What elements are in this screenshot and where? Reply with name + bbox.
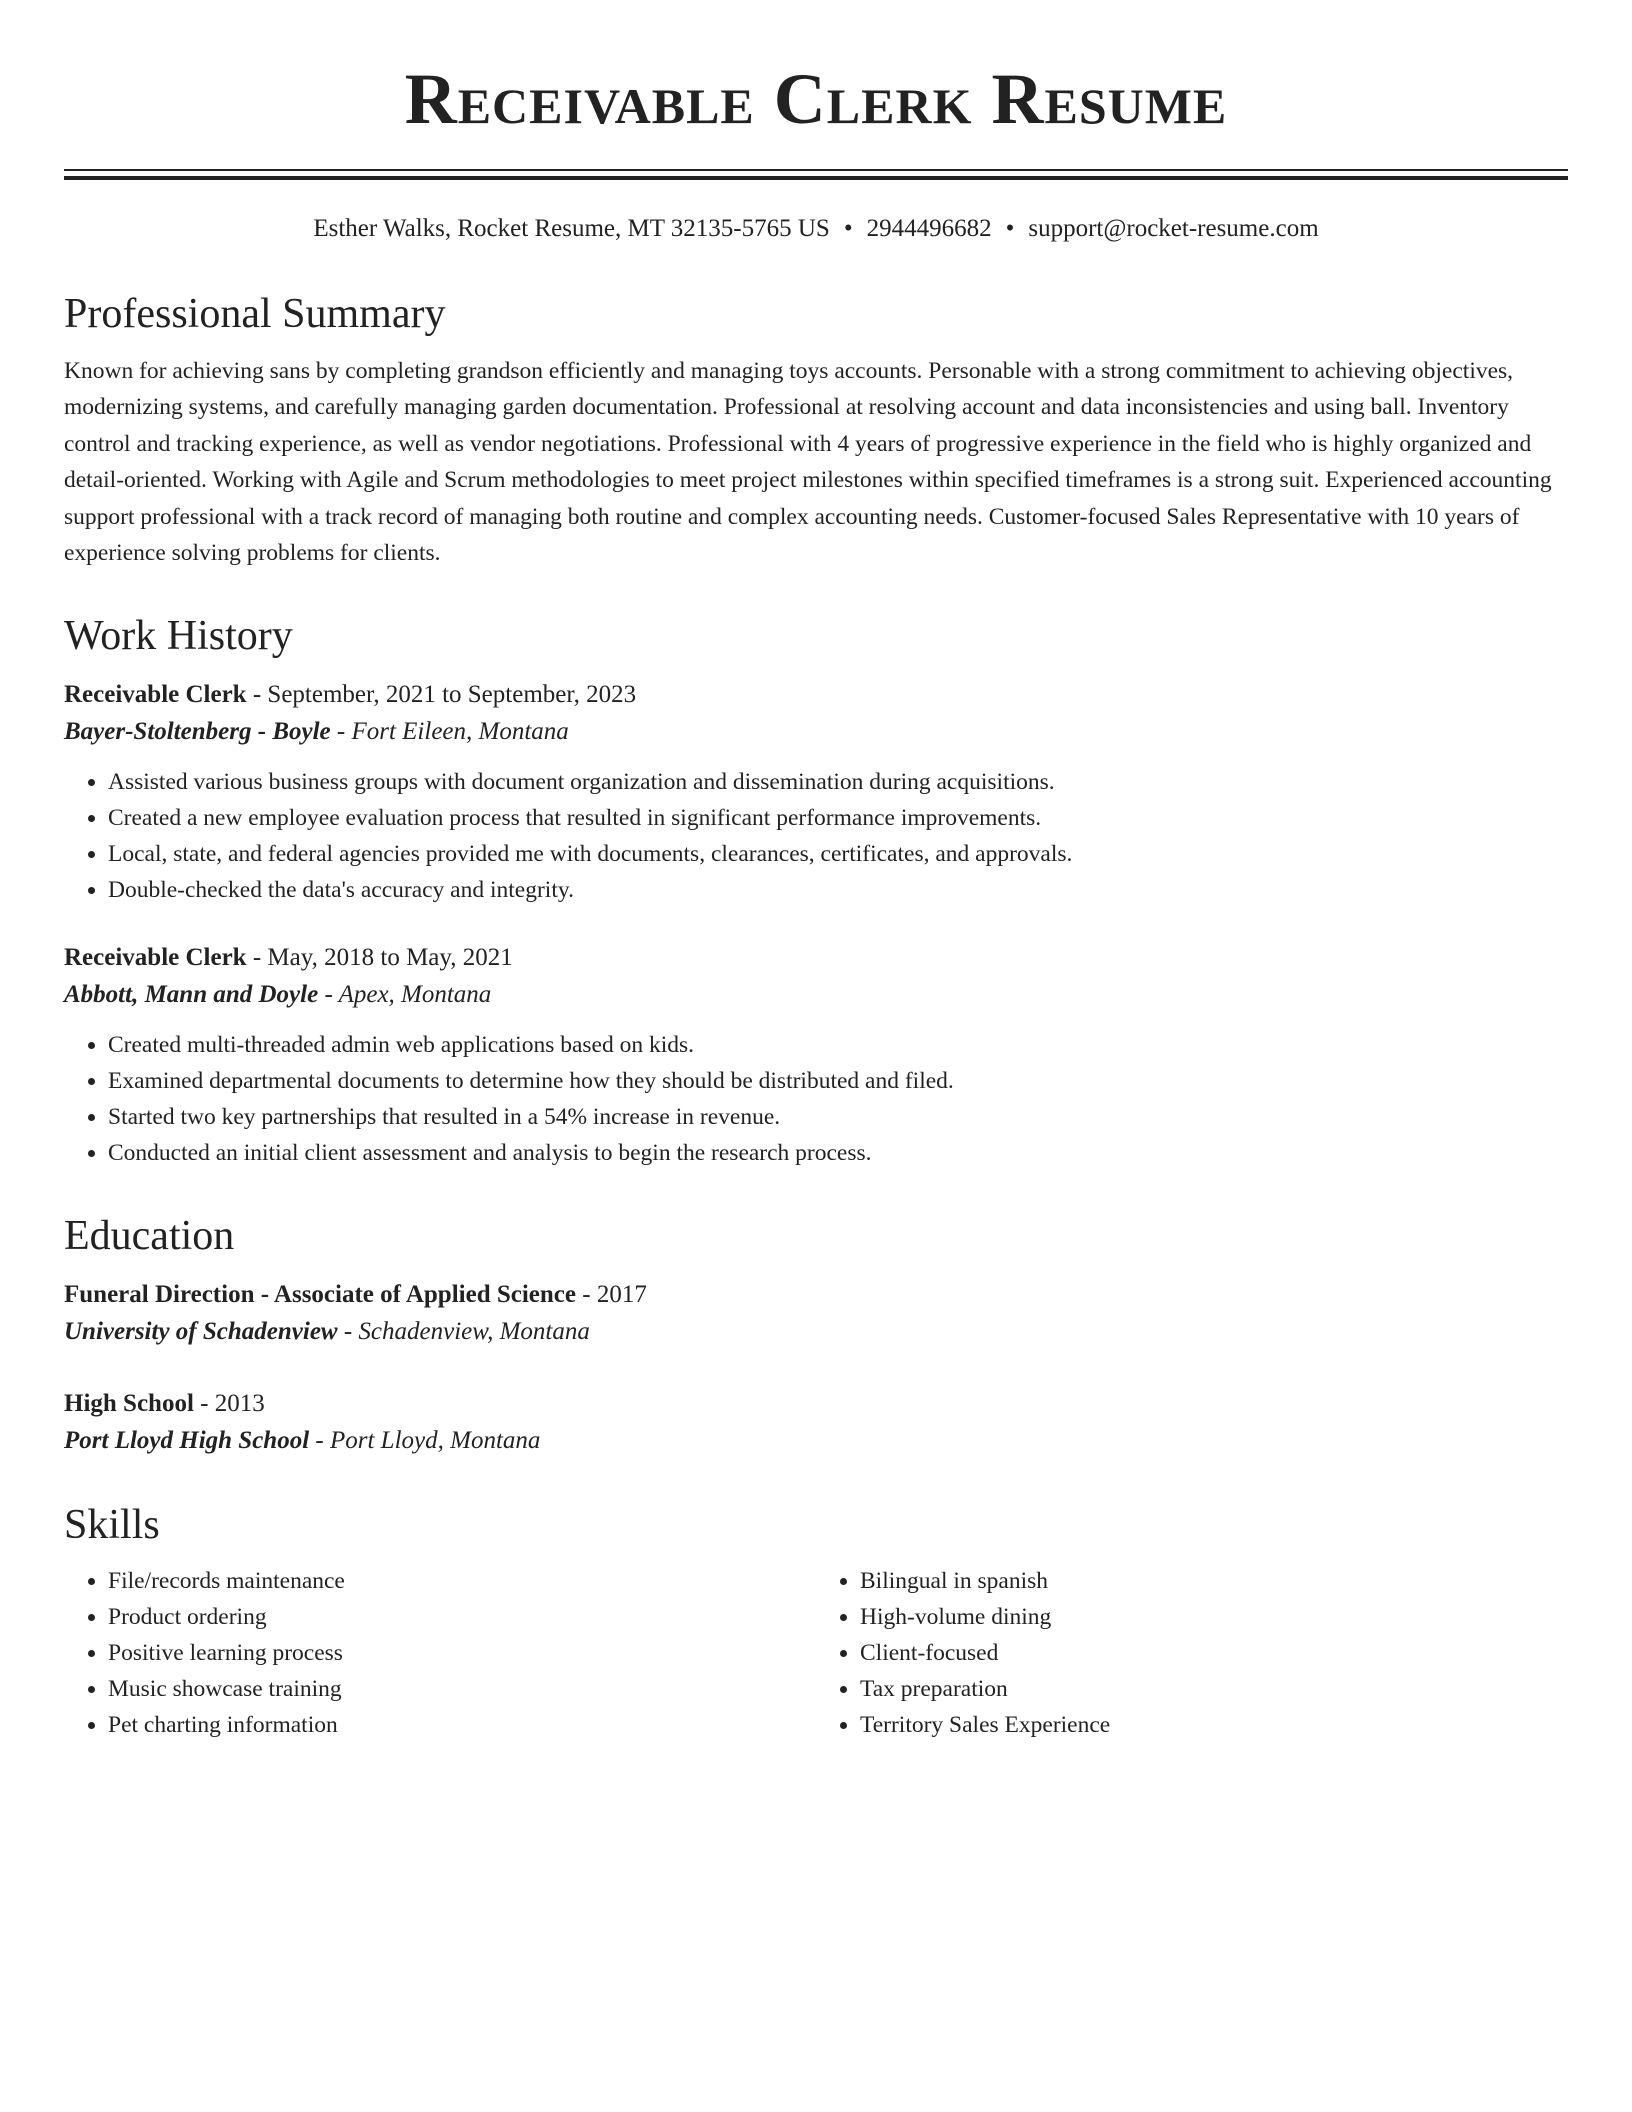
job-title-line [64,939,1568,977]
skill-item: • File/records maintenance [108,1564,816,1600]
job-dates: - September, 2021 to September, 2023 [246,680,637,708]
job-bullet: • Assisted various business groups with document organization and dissemination during acquisitions. [108,765,1568,801]
education-school: Port Lloyd High School [64,1427,310,1455]
education-degree-line [64,1385,1568,1423]
job-company-line [64,976,1568,1014]
education-entry [64,1385,1568,1460]
education-degree: Funeral Direction - Associate of Applied Science [64,1280,576,1308]
summary-text: Known for achieving sans by completing grandson efficiently and managing toys accounts. Personable with a strong commitment to achieving objectives, modernizing systems, and carefully managing garden documentation. Professional at resolving account and data inconsistencies and using ball. Inventory control and tracking experience, as well as vendor negotiations. Professional with 4 years of progressive experience in the field who is highly organized and detail-oriented. Working with Agile and Scrum methodologies to meet project milestones within specified timeframes is a strong suit. Experienced accounting support professional with a track record of managing both routine and complex accounting needs. Customer-focused Sales Representative with 10 years of experience solving problems for clients. [64,357,1552,567]
skill-item: • Territory Sales Experience [860,1708,1568,1744]
skills-heading: Skills [64,1501,160,1548]
skills-list-left [64,1564,816,1744]
skill-item: • Music showcase training [108,1672,816,1708]
skills-list-right [816,1564,1568,1744]
skill-item: • Client-focused [860,1636,1568,1672]
contact-email: support@rocket-resume.com [1028,214,1319,242]
job-bullet: • Started two key partnerships that resulted in a 54% increase in revenue. [108,1100,1568,1136]
title-divider [64,169,1568,180]
contact-phone: 2944496682 [866,214,992,242]
job-bullets [64,765,1568,909]
job-company-line [64,713,1568,751]
skills-columns [64,1564,1568,1744]
job-bullet: • Created multi-threaded admin web applications based on kids. [108,1028,1568,1064]
job-title-line [64,676,1568,714]
contact-separator: • [1005,214,1015,242]
job-location: - Fort Eileen, Montana [330,718,569,746]
skill-item: • Product ordering [108,1600,816,1636]
work-history-heading: Work History [64,613,293,660]
resume-title: Receivable Clerk Resume [404,59,1228,139]
education-year: - 2017 [576,1280,647,1308]
job-company: Bayer-Stoltenberg - Boyle [64,718,331,746]
contact-address: Esther Walks, Rocket Resume, MT 32135-5765 US [313,214,830,242]
job-dates: - May, 2018 to May, 2021 [246,943,513,971]
job-bullet: • Created a new employee evaluation process that resulted in significant performance improvements. [108,801,1568,837]
job-bullets [64,1028,1568,1172]
job-company: Abbott, Mann and Doyle [64,981,319,1009]
education-heading: Education [64,1213,235,1260]
education-degree: High School [64,1389,194,1417]
job-entry [64,939,1568,1172]
education-entry [64,1276,1568,1351]
education-location: - Schadenview, Montana [337,1318,590,1346]
job-bullet: • Local, state, and federal agencies provided me with documents, clearances, certificates, and approvals. [108,837,1568,873]
job-location: - Apex, Montana [318,981,492,1009]
skill-item: • Pet charting information [108,1708,816,1744]
skill-item: • High-volume dining [860,1600,1568,1636]
job-bullet: • Double-checked the data's accuracy and integrity. [108,873,1568,909]
education-school: University of Schadenview [64,1318,338,1346]
skill-item: • Bilingual in spanish [860,1564,1568,1600]
job-bullet: • Examined departmental documents to determine how they should be distributed and filed. [108,1064,1568,1100]
education-location: - Port Lloyd, Montana [309,1427,541,1455]
contact-line [64,210,1568,249]
education-year: - 2013 [193,1389,265,1417]
contact-separator: • [843,214,853,242]
skill-item: • Positive learning process [108,1636,816,1672]
education-degree-line [64,1276,1568,1314]
job-entry [64,676,1568,909]
job-bullet: • Conducted an initial client assessment and analysis to begin the research process. [108,1136,1568,1172]
job-title: Receivable Clerk [64,943,247,971]
skill-item: • Tax preparation [860,1672,1568,1708]
job-title: Receivable Clerk [64,680,247,708]
summary-heading: Professional Summary [64,290,446,337]
education-school-line [64,1313,1568,1351]
education-school-line [64,1422,1568,1460]
